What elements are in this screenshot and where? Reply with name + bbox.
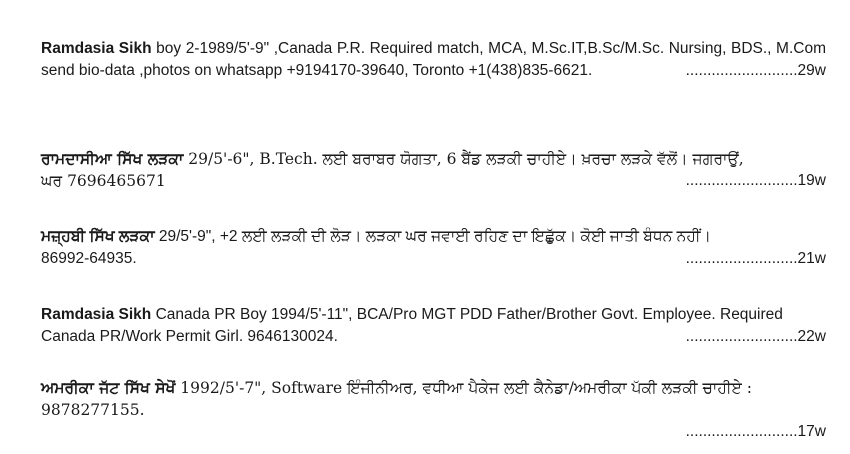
ad-text: boy 2-1989/5'-9" ,Canada P.R. Required match, MCA, M.Sc.IT,B.Sc/M.Sc. Nursing, BDS., M.Com send bio-data ,photos on whatsapp +9194170-39640, Toronto +1(438)835-6621. [41, 40, 826, 79]
ad-ref: ..........................21w [685, 250, 826, 267]
ad-lead: ਅਮਰੀਕਾ ਜੱਟ ਸਿੱਖ ਸੇਖੋਂ [41, 378, 176, 397]
ad-lead: Ramdasia Sikh [41, 40, 152, 57]
ad-ref: ..........................22w [685, 328, 826, 345]
ad-body [41, 304, 826, 326]
ad-text: 1992/5'-7", Software ਇੰਜੀਨੀਅਰ, ਵਧੀਆ ਪੈਕੇਜ ਲਈ ਕੈਨੇਡਾ/ਅਮਰੀਕਾ ਪੱਕੀ ਲੜਕੀ ਚਾਹੀਏ : 9878277155. [41, 379, 752, 419]
ad-body [41, 377, 826, 421]
ad-item [41, 38, 826, 115]
ad-last-row [41, 248, 826, 270]
ad-lead: Ramdasia Sikh [41, 306, 152, 323]
ad-phone: 86992-64935. [41, 250, 137, 267]
ad-ref: ..........................29w [685, 62, 826, 79]
ad-ref: ..........................19w [685, 172, 826, 189]
ad-item [41, 226, 826, 271]
ad-item [41, 377, 826, 440]
ad-body [41, 148, 826, 170]
classified-ads-list [41, 38, 826, 440]
ad-phone: ਘਰ 7696465671 [41, 172, 166, 190]
ad-ref: ..........................17w [685, 423, 826, 440]
ad-item [41, 148, 826, 193]
ad-text: 29/5'-9", +2 ਲਈ ਲੜਕੀ ਦੀ ਲੋੜ। ਲੜਕਾ ਘਰ ਜਵਾਈ ਰਹਿਣ ਦਾ ਇਛੁੱਕ। ਕੋਈ ਜਾਤੀ ਬੰਧਨ ਨਹੀਂ। [154, 228, 711, 245]
ad-body [41, 226, 826, 248]
ad-item [41, 304, 826, 349]
ad-last-row [41, 326, 826, 348]
ad-last-row [41, 170, 826, 192]
ad-lead: ਮਜ਼੍ਹਬੀ ਸਿੱਖ ਲੜਕਾ [41, 228, 155, 245]
ad-text: Canada PR Boy 1994/5'-11", BCA/Pro MGT PDD Father/Brother Govt. Employee. Required [151, 306, 783, 323]
ad-ref-row [41, 421, 826, 443]
ad-text: 29/5'-6", B.Tech. ਲਈ ਬਰਾਬਰ ਯੋਗਤਾ, 6 ਬੈਂਡ ਲੜਕੀ ਚਾਹੀਏ। ਖ਼ਰਚਾ ਲੜਕੇ ਵੱਲੋਂ। ਜਗਰਾਉਂ, [183, 150, 744, 168]
ad-phone: Canada PR/Work Permit Girl. 9646130024. [41, 328, 338, 345]
ad-lead: ਰਾਮਦਾਸੀਆ ਸਿੱਖ ਲੜਕਾ [41, 149, 184, 168]
